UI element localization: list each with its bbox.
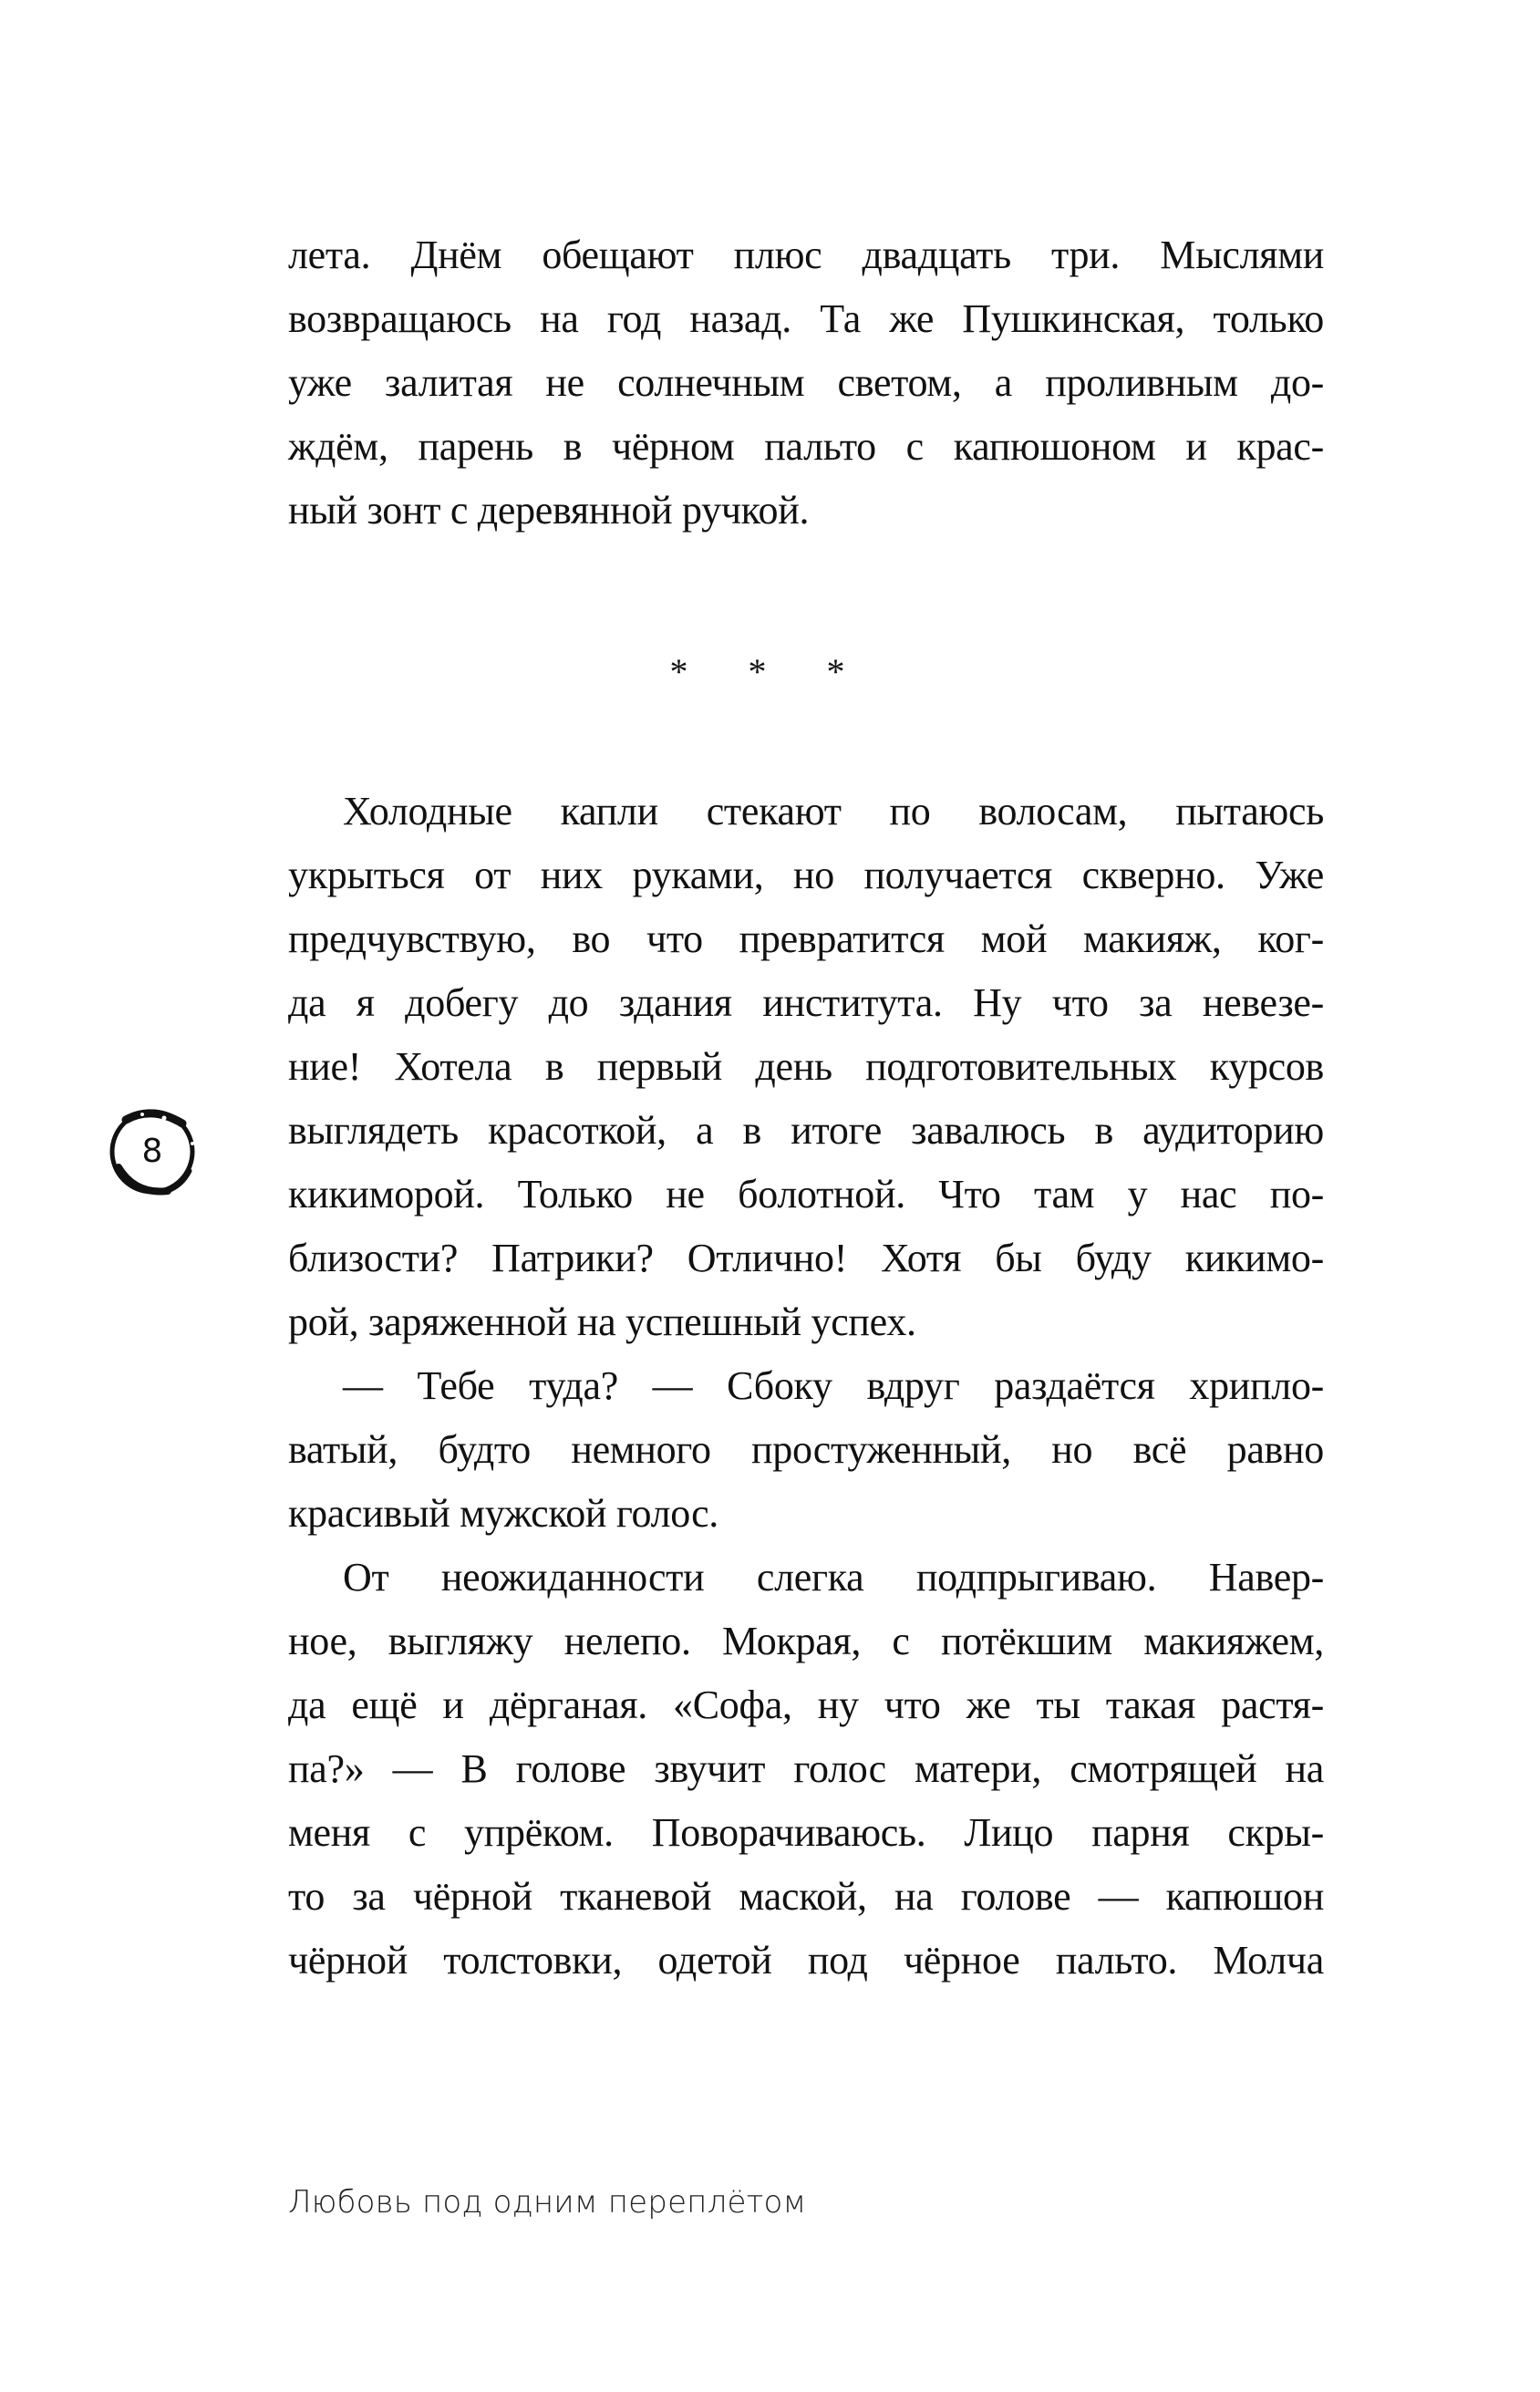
text-line: укрыться от них руками, но получается скверно. Уже: [288, 853, 1324, 897]
text-line: выглядеть красоткой, а в итоге завалюсь в аудиторию: [288, 1108, 1324, 1153]
text-line: От неожиданности слегка подпрыгиваю. Навер-: [343, 1555, 1324, 1600]
text-line: возвращаюсь на год назад. Та же Пушкинская, только: [288, 296, 1324, 341]
paragraph-block-continued: [288, 223, 1324, 543]
text-line: предчувствую, во что превратится мой макияж, ког-: [288, 916, 1324, 961]
section-separator: * * *: [669, 651, 871, 692]
section-body: [288, 780, 1324, 1993]
text-line: Холодные капли стекают по волосам, пытаюсь: [343, 789, 1324, 834]
text-line: кикиморой. Только не болотной. Что там у нас по-: [288, 1172, 1324, 1217]
text-line: лета. Днём обещают плюс двадцать три. Мыслями: [288, 233, 1324, 277]
text-line: па?» — В голове звучит голос матери, смотрящей на: [288, 1746, 1324, 1791]
text-line: да я добегу до здания института. Ну что за невезе-: [288, 980, 1324, 1025]
text-line: рой, заряженной на успешный успех.: [288, 1300, 916, 1344]
text-line: уже залитая не солнечным светом, а проливным до-: [288, 360, 1324, 405]
text-line: меня с упрёком. Поворачиваюсь. Лицо парня скры-: [288, 1810, 1324, 1855]
text-line: ние! Хотела в первый день подготовительных курсов: [288, 1044, 1324, 1089]
text-line: ный зонт с деревянной ручкой.: [288, 488, 810, 533]
text-line: ждём, парень в чёрном пальто с капюшоном и крас-: [288, 424, 1324, 469]
text-line: красивый мужской голос.: [288, 1491, 719, 1536]
text-line: ное, выгляжу нелепо. Мокрая, с потёкшим макияжем,: [288, 1619, 1324, 1663]
text-line: близости? Патрики? Отлично! Хотя бы буду кикимо-: [288, 1236, 1324, 1280]
text-line: — Тебе туда? — Сбоку вдруг раздаётся хрипло-: [343, 1363, 1324, 1408]
text-line: чёрной толстовки, одетой под чёрное пальто. Молча: [288, 1938, 1324, 1983]
text-line: ватый, будто немного простуженный, но всё равно: [288, 1427, 1324, 1472]
running-footer-title: Любовь под одним переплётом: [288, 2184, 807, 2221]
page-number-badge: [108, 1107, 197, 1196]
text-line: то за чёрной тканевой маской, на голове — капюшон: [288, 1874, 1324, 1919]
page-number: 8: [141, 1133, 163, 1170]
text-line: да ещё и дёрганая. «Софа, ну что же ты такая растя-: [288, 1683, 1324, 1727]
